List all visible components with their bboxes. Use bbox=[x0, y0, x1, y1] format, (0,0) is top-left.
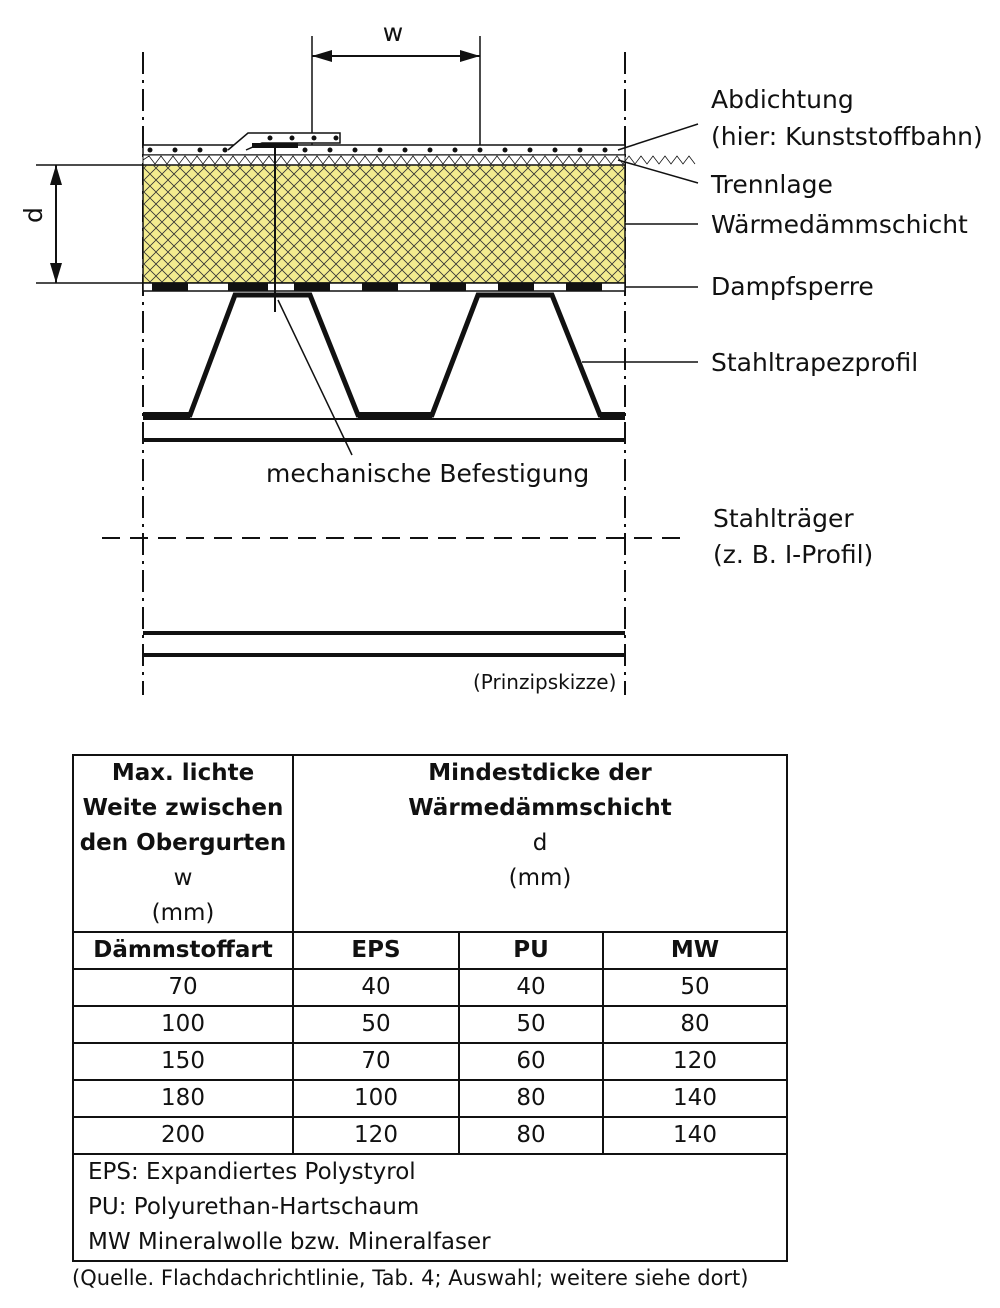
w-arrow-left bbox=[312, 50, 332, 62]
cell-eps: 40 bbox=[293, 969, 459, 1006]
table-row bbox=[73, 1006, 787, 1043]
cell-pu: 60 bbox=[459, 1043, 603, 1080]
header-col1-line3: den Obergurten bbox=[79, 830, 287, 856]
vapour-barrier-layer bbox=[143, 283, 625, 291]
leader-abdichtung bbox=[618, 124, 698, 150]
membrane-layer bbox=[143, 133, 625, 155]
legend-cell bbox=[73, 1154, 787, 1261]
w-label: w bbox=[382, 18, 404, 47]
header-col1-line2: Weite zwischen bbox=[82, 795, 284, 821]
subheader-eps: EPS bbox=[293, 932, 459, 969]
label-trennlage: Trennlage bbox=[711, 170, 833, 199]
profile-bottom-flange-left bbox=[143, 412, 190, 419]
header-min-thickness bbox=[293, 755, 787, 932]
cell-mw: 140 bbox=[603, 1080, 787, 1117]
steel-trapezoidal-profile bbox=[143, 295, 625, 415]
table-header-row bbox=[73, 755, 787, 932]
cell-width: 100 bbox=[73, 1006, 293, 1043]
source-note: (Quelle. Flachdachrichtlinie, Tab. 4; Auswahl; weitere siehe dort) bbox=[72, 1266, 749, 1290]
d-arrow-bottom bbox=[50, 263, 62, 283]
cell-eps: 100 bbox=[293, 1080, 459, 1117]
cell-width: 180 bbox=[73, 1080, 293, 1117]
header-col1-symbol: w bbox=[173, 865, 193, 891]
legend-pu: PU: Polyurethan-Hartschaum bbox=[88, 1194, 420, 1220]
legend-eps: EPS: Expandiertes Polystyrol bbox=[88, 1159, 416, 1185]
cell-eps: 50 bbox=[293, 1006, 459, 1043]
cell-mw: 140 bbox=[603, 1117, 787, 1154]
label-abdichtung: Abdichtung bbox=[711, 85, 854, 114]
label-stahltraeger-detail: (z. B. I-Profil) bbox=[713, 540, 874, 569]
header-main-title: Mindestdicke der Wärmedämmschicht bbox=[408, 760, 672, 821]
label-stahltraeger: Stahlträger bbox=[713, 504, 854, 533]
label-stahltrapezprofil: Stahltrapezprofil bbox=[711, 348, 919, 377]
table-row bbox=[73, 1080, 787, 1117]
table-row bbox=[73, 1043, 787, 1080]
leader-trennlage bbox=[618, 160, 698, 183]
header-main-unit: (mm) bbox=[508, 865, 572, 891]
header-span-width bbox=[73, 755, 293, 932]
label-waermedaemmschicht: Wärmedämmschicht bbox=[711, 210, 968, 239]
separation-layer bbox=[143, 155, 695, 165]
cell-width: 200 bbox=[73, 1117, 293, 1154]
cell-mw: 50 bbox=[603, 969, 787, 1006]
table-legend-row bbox=[73, 1154, 787, 1261]
label-prinzipskizze: (Prinzipskizze) bbox=[473, 670, 617, 694]
legend-mw: MW Mineralwolle bzw. Mineralfaser bbox=[88, 1229, 491, 1255]
thickness-table-container bbox=[72, 754, 786, 1262]
subheader-pu: PU bbox=[459, 932, 603, 969]
cell-pu: 80 bbox=[459, 1080, 603, 1117]
cell-pu: 40 bbox=[459, 969, 603, 1006]
cell-pu: 50 bbox=[459, 1006, 603, 1043]
subheader-material: Dämmstoffart bbox=[73, 932, 293, 969]
cell-width: 150 bbox=[73, 1043, 293, 1080]
cell-mw: 80 bbox=[603, 1006, 787, 1043]
d-arrow-top bbox=[50, 165, 62, 185]
header-col1-line1: Max. lichte bbox=[111, 760, 255, 786]
cell-width: 70 bbox=[73, 969, 293, 1006]
cell-eps: 120 bbox=[293, 1117, 459, 1154]
profile-bottom-flange-mid bbox=[358, 412, 432, 419]
label-dampfsperre: Dampfsperre bbox=[711, 272, 874, 301]
thickness-table bbox=[72, 754, 788, 1262]
d-label: d bbox=[19, 207, 48, 223]
profile-bottom-flange-right bbox=[600, 412, 625, 419]
cell-eps: 70 bbox=[293, 1043, 459, 1080]
header-main-symbol: d bbox=[532, 830, 548, 856]
insulation-hatch bbox=[143, 165, 625, 283]
cell-pu: 80 bbox=[459, 1117, 603, 1154]
label-abdichtung-detail: (hier: Kunststoffbahn) bbox=[711, 122, 983, 151]
table-subheader-row bbox=[73, 932, 787, 969]
fastener-plate bbox=[252, 143, 298, 148]
subheader-mw: MW bbox=[603, 932, 787, 969]
header-col1-unit: (mm) bbox=[151, 900, 215, 926]
label-befestigung: mechanische Befestigung bbox=[266, 459, 590, 488]
table-row bbox=[73, 1117, 787, 1154]
w-arrow-right bbox=[460, 50, 480, 62]
cell-mw: 120 bbox=[603, 1043, 787, 1080]
table-row bbox=[73, 969, 787, 1006]
